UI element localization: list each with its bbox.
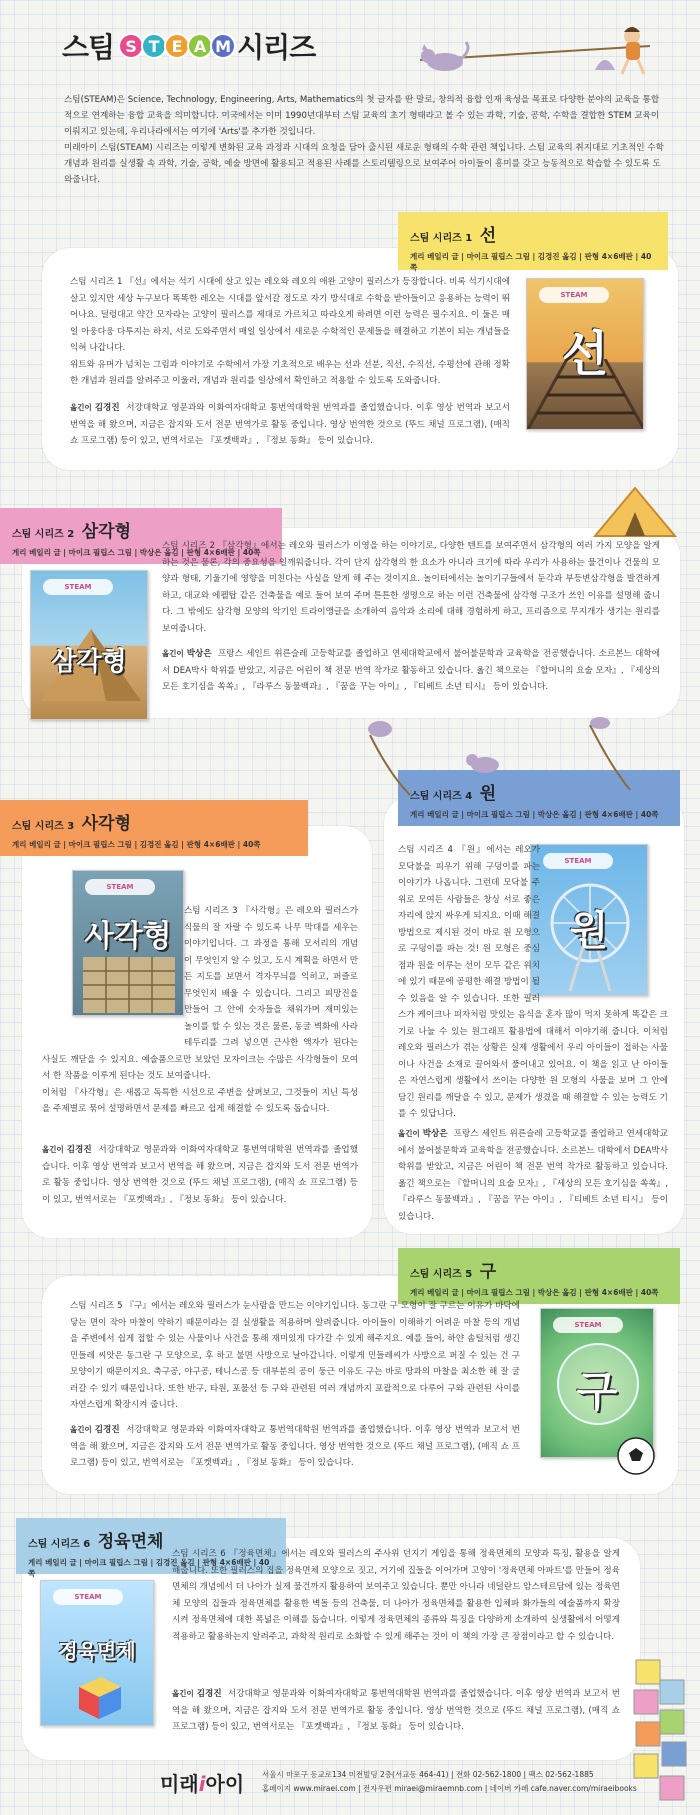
translator-info <box>70 400 510 450</box>
book-title: 선 <box>479 226 497 246</box>
translator-name: 박상은 <box>186 649 212 659</box>
publisher-logo <box>160 1768 244 1797</box>
translator-info <box>398 1126 668 1225</box>
intro-paragraph-2: 미래아이 스팀(STEAM) 시리즈는 이렇게 변화된 교육 과정과 시대의 요청을 담아 출시된 새로운 형태의 수학 관련 책입니다. 스팀 교육의 취지대로 기초적인 수학 개념과 원리를 실생활 속 과학, 기술, 공학, 예술 방면에 활용되고 적용된 사례를 스토리텔링으로 보여주어 아이들이 흥미를 갖고 능동적으로 학습할 수 있도록 도와줍니다. <box>64 143 664 185</box>
book-description: 스팀 시리즈 6 『정육면체』에서는 레오와 필러스의 주사위 던지기 게임을 통해 정육면체의 모양과 특징, 활용을 알게 해줍니다. 또한 필러스의 집을 정육면체 모양으로 짓고, 거기에 집들을 이어가며 고양이 '정육면체 아파트'를 만들어 정육면체의 개념에서 더 나아가 실제 물건까지 활용하여 보여주고 있습니다. 뿐만 아니라 네덜란드 암스테르담에 있는 정육면체 모양의 집들과 정육면체를 활용한 벽돌 등의 건축물, 더 나아가 정육면체를 활용한 입체파 화가들의 예술품까지 확장시켜 정육면체에 대한 폭넓은 이해를 돕습니다. 이렇게 정육면체의 종류와 특징을 다양하게 소개하여 실생활에서 어떻게 적용하고 활용하는지 알려주고, 과학적 원리로 소화할 수 있게 해주는 것이 이 책의 가장 큰 장점이라고 할 수 있습니다. <box>172 1549 620 1642</box>
book-title: 정육면체 <box>97 1532 164 1552</box>
book-title: 구 <box>479 1262 497 1282</box>
title-suffix: 시리즈 <box>237 31 316 64</box>
soccer-ball-icon <box>616 1436 656 1476</box>
cube-icon <box>71 1671 127 1721</box>
intro-paragraph-1: 스팀(STEAM)은 Science, Technology, Engineering, Arts, Mathematics의 첫 글자를 딴 말로, 창의적 융합 인재 육성을 목표로 다양한 분야의 교육을 통합적으로 연계하는 융합 교육을 의미합니다. 미국에서는 이미 1990년대부터 스팀 교육의 초기 형태라고 볼 수 있는 과학, 기술, 공학, 수학을 결합한 STEM 교육이 이뤄지고 있는데, 우리나라에서는 여기에 'Arts'를 추가한 것입니다. <box>64 95 660 137</box>
translator-info <box>162 646 660 696</box>
translator-label: 옮긴이 <box>172 1689 194 1698</box>
cover-title: 정육면체 <box>58 1639 136 1663</box>
title-prefix: 스팀 <box>62 31 115 64</box>
book-description: 스팀 시리즈 2 『삼각형』에서는 레오와 필러스가 이영을 하는 이야기로, 다양한 텐트를 보여주면서 삼각형의 여러 가지 모양을 알게 하는 것은 물론, 각의 중요성을 일깨워줍니다. 각이 단지 삼각형의 한 요소가 아니라 크기에 따라 우리가 사용하는 물건이나 건물의 모양과 형태, 기울기에 영향을 미친다는 사실을 알게 해 주는 것이지요. 놀이터에서는 놀이기구들에서 둔각과 부등변삼각형을 발견하게 하고, 대교와 에펠탑 같은 건축물을 예로 들어 보여 주며 튼튼한 생명으로 하는 이런 건축물에 삼각형 구조가 쓰인 이유를 설명해 줍니다. 그 밖에도 삼각형 모양의 악기인 트라이앵글을 소개하여 음악과 소리에 대해 경험하게 하고, 프리즘으로 무지개가 생기는 원리를 보여줍니다. <box>162 541 660 634</box>
steam-letter-m: M <box>210 33 236 59</box>
book-label-1 <box>398 212 668 270</box>
cover-banner: STEAM <box>543 853 613 869</box>
cover-banner: STEAM <box>553 1317 623 1333</box>
book-series: 스팀 시리즈 1 <box>410 233 473 244</box>
book-description-text: 스팀 시리즈 4 『원』에서는 레오가 모닥불을 피우기 위해 구덩이를 파는 이야기가 나옵니다. 그런데 모닥불 주위로 모여든 사람들은 창싱 서로 좋은 자리에 앉지 싸우게 되지요. 이때 해결 방법으로 제시된 것이 바로 원 모형으로 구덩이를 파는 것! 원 모형은 중심점과 원을 이루는 선이 모두 같은 위치에 있기 때문에 공평한 해결 방법이 될 수 있음을 알 수 있습니다. 또한 필러스가 케이크나 피자처럼 맛있는 음식을 혼자 많이 먹지 못하게 똑같은 크기로 나눌 수 있는 원그래프 활용법에 대해서 이야기해 줍니다. 이처럼 레오와 필러스가 겪는 상황은 실제 생활에서 우리 아이들이 접하는 사물이나 사건을 소재로 끌어와서 풀어내고 있어요. 이 책을 읽고 난 아이들은 자연스럽게 생활에서 쓰이는 다양한 원 모형의 사물을 보며 그 안에 담긴 원리를 깨달을 수 있고, 문제가 생겼을 때 해결할 수 있는 능력도 기를 수 있답니다. <box>398 845 668 1119</box>
book-meta: 게리 베일리 글 | 마이크 필립스 그림 | 김경진 옮김 | 판형 4×6배판 | 40쪽 <box>28 1558 270 1578</box>
cover-title: 원 <box>569 908 609 954</box>
book-series: 스팀 시리즈 4 <box>410 791 473 802</box>
translator-name: 김경진 <box>66 1145 92 1155</box>
book-cover-2 <box>30 570 148 720</box>
translator-label: 옮긴이 <box>42 1145 64 1154</box>
logo-part-1: 미래 <box>160 1772 199 1796</box>
book-description <box>398 842 668 1123</box>
book-cover-1 <box>526 278 644 430</box>
translator-label: 옮긴이 <box>162 649 184 658</box>
cover-title: 구 <box>576 1367 618 1416</box>
translator-name: 김경진 <box>94 1425 120 1435</box>
publisher-contact <box>262 1768 637 1796</box>
book-meta: 게리 베일리 글 | 마이크 필립스 그림 | 김경진 옮김 | 판형 4×6배판 | 40쪽 <box>410 252 652 272</box>
logo-part-2: i <box>198 1772 206 1796</box>
steam-letter-a: A <box>187 33 213 59</box>
steam-letter-e: E <box>164 33 190 59</box>
book-label-5 <box>398 1248 680 1304</box>
steam-letter-s: S <box>118 33 144 59</box>
book-description <box>42 870 358 1130</box>
book-label-3 <box>0 800 308 856</box>
book-series: 스팀 시리즈 5 <box>410 1269 473 1280</box>
translator-info <box>172 1686 620 1736</box>
translator-label: 옮긴이 <box>70 403 92 412</box>
cats-rope-illustration <box>330 715 650 800</box>
translator-label: 옮긴이 <box>398 1129 420 1138</box>
translator-name: 김경진 <box>94 403 120 413</box>
translator-bio: 프랑스 세인트 위른슬레 고등학교를 졸업하고 연세대학교에서 불어불문학과 교육학을 전공했습니다. 소르본느 대학에서 DEA박사 학위를 받았고, 지금은 어린이 책 전문 번역 작가로 활동하고 있습니다. 옮긴 책으로는 『할머니의 요술 모자』, 『세상의 모든 호기심을 쏙쏙』, 『라루스 동물백과』, 『꿈을 꾸는 아이』, 『티베트 소년 티시』 등이 있습니다. <box>162 649 661 692</box>
steam-logo <box>118 33 233 59</box>
cover-banner: STEAM <box>539 287 609 303</box>
cover-banner: STEAM <box>53 1589 123 1605</box>
translator-bio: 서강대학교 영문과와 이화여자대학교 통번역대학원 번역과를 졸업했습니다. 이후 영상 번역과 보고서 번역을 해 왔으며, 지금은 잡지와 도서 전문 번역가로 활동 중입니다. 영상 번역한 것으로 (뚜드 채널 프로그램), (매직 쇼 프로그램) 등이 있고, 번역서로는 『포켓백과』, 『정보 동화』 등이 있습니다. <box>70 403 510 446</box>
translator-bio: 프랑스 세인트 위른슬레 고등학교를 졸업하고 연세대학교에서 불어불문학과 교육학을 전공했습니다. 소르본느 대학에서 DEA박사 학위를 받았고, 지금은 어린이 책 전문 번역 작가로 활동하고 있습니다. 옮긴 책으로는 『할머니의 요술 모자』, 『세상의 모든 호기심을 쏙쏙』, 『라루스 동물백과』, 『꿈을 꾸는 아이』, 『티베트 소년 티시』 등이 있습니다. <box>398 1129 668 1222</box>
book-title: 원 <box>479 784 497 804</box>
book-description: 스팀 시리즈 5 『구』에서는 레오와 필러스가 눈사람을 만드는 이야기입니다. 동그란 구 모형이 잘 구르는 이유가 바닥에 닿는 면이 작아 마찰이 약하기 때문이라는 걸 실생활을 적용하며 알려줍니다. 아이들이 이해하기 어려운 마찰 등의 개념을 주변에서 쉽게 접할 수 있는 사물이나 사건을 통해 재미있게 다가갈 수 있게 해주지요. 예를 들어, 하얀 솜털처럼 생긴 민들레 씨앗은 동그란 구 모양으로, 후 하고 불면 사방으로 날아갑니다. 이렇게 민들레씨가 사방으로 퍼질 수 있는 건 구 모양이기 때문이지요. 축구공, 야구공, 테니스공 등 대부분의 공이 둥근 이유도 구는 바로 땅과의 마찰을 최소한 해 잘 굴러갈 수 있기 때문입니다. 또한 반구, 타원, 포물선 등 구와 관련된 여러 개념까지 포괄적으로 다루어 구와 관련된 사이를 자연스럽게 확장시켜 줍니다. <box>70 1301 520 1410</box>
book-description: 스팀 시리즈 1 『선』에서는 석기 시대에 살고 있는 레오와 레오의 애완 고양이 필러스가 등장합니다. 비록 석기시대에 살고 있지만 세상 누구보다 똑똑한 레오는 시대를 앞서갈 정도로 자기 방식대로 수학을 받아들이고 응용하는 능력이 뛰어나요. 덜렁대고 약간 모자라는 고양이 필러스를 제대로 가르치고 따라오게 하려면 이런 능력은 필수지요. 이 둘은 매일 아웅다웅 다투지는 하지, 서로 도와주면서 매일 일상에서 새로운 수학적인 문제들을 해결하고 기본이 되는 개념들을 익혀 나갑니다. 위트와 유머가 넘치는 그림과 이야기로 수학에서 가장 기초적으로 배우는 선과 선분, 직선, 수직선, 수평선에 관해 정확한 개념과 원리를 알려주고 이울러, 개념과 원리를 일상에서 확인하고 적용할 수 있도록 도와줍니다. <box>70 277 510 386</box>
book-meta: 게리 베일리 글 | 마이크 필립스 그림 | 김경진 옮김 | 판형 4×6배판 | 40쪽 <box>12 840 261 849</box>
cover-banner: STEAM <box>43 579 113 595</box>
tent-illustration <box>585 482 685 538</box>
steam-letter-t: T <box>141 33 167 59</box>
intro-text <box>64 92 664 188</box>
book-title: 사각형 <box>81 814 131 834</box>
book-meta: 게리 베일리 글 | 마이크 필립스 그림 | 박상은 옮김 | 판형 4×6배판 | 40쪽 <box>410 1288 659 1297</box>
book-series: 스팀 시리즈 6 <box>28 1539 91 1550</box>
book-meta: 게리 베일리 글 | 마이크 필립스 그림 | 박상은 옮김 | 판형 4×6배판 | 40쪽 <box>12 548 261 557</box>
translator-name: 박상은 <box>422 1129 448 1139</box>
translator-label: 옮긴이 <box>70 1425 92 1434</box>
book-description-text: 스팀 시리즈 3 『사각형』은 레오와 필러스가 식물의 잘 자랄 수 있도록 나무 막대를 세우는 이야기입니다. 그 과정을 통해 모서리의 개념이 무엇인지 알 수 있고, 도시 계획을 하면서 만든 지도를 보면서 격자무늬를 익히고, 퍼즐로 무엇인지 배울 수 있습니다. 그리고 피망진을 만들어 그 안에 숫자들을 채워가며 재미있는 놀이를 할 수 있는 것은 물론, 동굴 벽화에 사라 테두리를 그려 넣으면 근사한 액자가 된다는 사실도 깨닫을 수 있지요. 예술품으로만 보았던 모자이크는 수많은 사각형들이 모여서 한 작품을 이루게 된다는 것도 보여줍니다. 이처럼 『사각형』은 새롭고 독특한 시선으로 주변을 살펴보고, 그것들이 지닌 특성을 주제별로 묶어 설명하면서 문제를 빠르고 쉽게 해결할 수 있도록 돕습니다. <box>42 906 359 1114</box>
translator-bio: 서강대학교 영문과와 이화여자대학교 통번역대학원 번역과를 졸업했습니다. 이후 영상 번역과 보고서 번역을 해 왔으며, 지금은 잡지와 도서 전문 번역가로 활동 중입니다. 영상 번역한 것으로 (뚜드 채널 프로그램), (매직 쇼 프로그램) 등이 있고, 번역서로는 『포켓백과』, 『정보 동화』 등이 있습니다. <box>70 1425 520 1468</box>
cover-title: 선 <box>561 326 609 382</box>
contact-line-1: 서울시 마포구 동교로134 미전빌딩 2층(서교동 464-41) | 전화 02-562-1800 | 팩스 02-562-1885 <box>262 1770 594 1779</box>
header-illustration <box>400 20 670 80</box>
book-title: 삼각형 <box>81 522 131 542</box>
logo-part-3: 아이 <box>205 1772 245 1796</box>
translator-name: 김경진 <box>196 1689 222 1699</box>
book-series: 스팀 시리즈 3 <box>12 821 75 832</box>
translator-info <box>70 1422 520 1472</box>
translator-bio: 서강대학교 영문과와 이화여자대학교 통번역대학원 번역과를 졸업했습니다. 이후 영상 번역과 보고서 번역을 해 왔으며, 지금은 잡지와 도서 전문 번역가로 활동 중입니다. 영상 번역한 것으로 (뚜드 채널 프로그램), (매직 쇼 프로그램) 등이 있고, 번역서로는 『포켓백과』, 『정보 동화』 등이 있습니다. <box>42 1145 358 1205</box>
book-series: 스팀 시리즈 2 <box>12 529 75 540</box>
cover-banner: STEAM <box>85 879 155 895</box>
cover-title: 삼각형 <box>51 647 127 677</box>
contact-line-2: 홈페이지 www.miraei.com | 전자우편 miraei@miraemnb.com | 네이버 카페 cafe.naver.com/miraeibooks <box>262 1784 637 1793</box>
translator-info <box>42 1142 358 1208</box>
translator-bio: 서강대학교 영문과와 이화여자대학교 통번역대학원 번역과를 졸업했습니다. 이후 영상 번역과 보고서 번역을 해 왔으며, 지금은 잡지와 도서 전문 번역가로 활동 중입니다. 영상 번역한 것으로 (뚜드 채널 프로그램), (매직 쇼 프로그램) 등이 있고, 번역서로는 『포켓백과』, 『정보 동화』 등이 있습니다. <box>172 1689 620 1732</box>
book-cover-6 <box>40 1580 154 1726</box>
cover-title: 사각형 <box>84 919 172 954</box>
page-title <box>62 26 315 66</box>
book-meta: 게리 베일리 글 | 마이크 필립스 그림 | 박상은 옮김 | 판형 4×6배판 | 40쪽 <box>410 810 659 819</box>
